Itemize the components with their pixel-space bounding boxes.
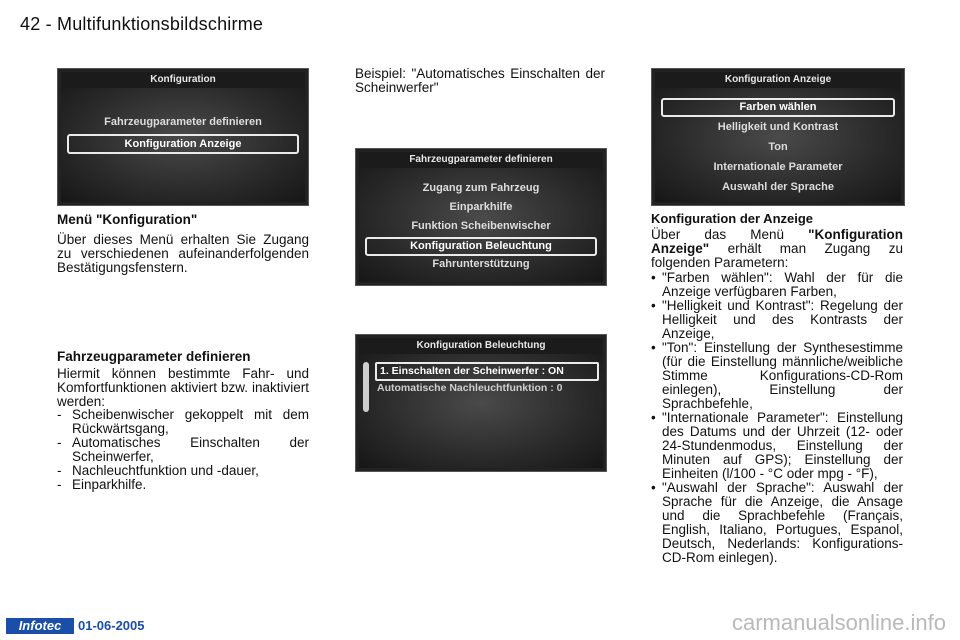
example-text: Beispiel: "Automatisches Einschalten der Scheinwerfer": [355, 66, 605, 95]
heading-menu-konfiguration: Menü "Konfiguration": [57, 212, 198, 227]
heading-konfiguration-anzeige: Konfiguration der Anzeige: [651, 211, 814, 226]
menu-item-farben: Farben wählen: [661, 98, 895, 117]
screen-title: Konfiguration Anzeige: [655, 72, 901, 88]
setting-row-selected: 1. Einschalten der Scheinwerfer : ON: [375, 362, 599, 381]
list-item: - Nachleuchtfunktion und -dauer,: [57, 464, 309, 478]
screen-konfiguration-anzeige: [651, 68, 905, 206]
menu-item-fahrunterstuetzung: Fahrunterstützung: [432, 258, 530, 270]
list-item: • "Auswahl der Sprache": Auswahl der Sprache für die Anzeige, die Ansage und die Sprachbefehle (Français, English, Italiano, Portugues, Espanol, Deutsch, Nederlands: Konfigurations-CD-Rom einlegen).: [651, 481, 903, 565]
intro-pre: Über das Menü: [651, 227, 809, 242]
menu-item-ton: Ton: [768, 141, 788, 153]
intro-bold: "Konfiguration Anzeige": [651, 227, 903, 256]
menu-item-konfiguration-anzeige: Konfiguration Anzeige: [67, 134, 299, 154]
menu-item-beleuchtung: Konfiguration Beleuchtung: [365, 237, 597, 256]
list-item: - Einparkhilfe.: [57, 478, 309, 492]
list-item: - Automatisches Einschalten der Scheinwerfer,: [57, 436, 309, 464]
intro-text-anzeige: [651, 228, 903, 270]
menu-item-einparkhilfe: Einparkhilfe: [449, 201, 513, 213]
menu-item-helligkeit: Helligkeit und Kontrast: [717, 121, 839, 133]
page-title: 42 - Multifunktionsbildschirme: [20, 14, 264, 34]
infotec-logo: Infotec: [6, 618, 74, 634]
menu-item-internationale: Internationale Parameter: [713, 161, 843, 173]
screen-fahrzeugparameter: [355, 148, 607, 286]
scrollbar: [363, 362, 369, 412]
intro-post: erhält man Zugang zu folgenden Parametern:: [651, 241, 903, 270]
feature-list: [57, 408, 309, 492]
setting-row: Automatische Nachleuchtfunktion : 0: [377, 382, 563, 394]
list-item: • "Helligkeit und Kontrast": Regelung der Helligkeit und des Kontrasts der Anzeige,: [651, 299, 903, 341]
screen-title: Konfiguration Beleuchtung: [359, 338, 603, 354]
date-stamp: 01-06-2005: [78, 618, 145, 633]
parameter-list: [651, 271, 903, 565]
intro-text: Über dieses Menü erhalten Sie Zugang zu verschiedenen aufeinanderfolgenden Bestätigungsfenstern.: [57, 232, 309, 275]
section-text: Hiermit können bestimmte Fahr- und Komfortfunktionen aktiviert bzw. inaktiviert werden:: [57, 366, 309, 409]
menu-item-sprache: Auswahl der Sprache: [722, 181, 834, 193]
menu-item-scheibenwischer: Funktion Scheibenwischer: [411, 220, 551, 232]
list-item: • "Ton": Einstellung der Synthesestimme (für die Einstellung männliche/weibliche Stimme Konfigurations-CD-Rom einlegen), Einstellung der Sprachbefehle,: [651, 341, 903, 411]
section-heading: Fahrzeugparameter definieren: [57, 349, 251, 364]
screen-title: Fahrzeugparameter definieren: [359, 152, 603, 168]
menu-item-fahrzeugparameter: Fahrzeugparameter definieren: [104, 116, 262, 128]
screen-title: Konfiguration: [61, 72, 305, 88]
watermark: carmanualsonline.info: [731, 610, 946, 635]
list-item: • "Farben wählen": Wahl der für die Anzeige verfügbaren Farben,: [651, 271, 903, 299]
list-item: • "Internationale Parameter": Einstellung des Datums und der Uhrzeit (12- oder 24-Stundenmodus, Einstellung der Minuten auf GPS); Einstellung der Einheiten (l/100 - °C oder mpg - °F),: [651, 411, 903, 481]
screen-konfiguration: [57, 68, 309, 206]
menu-item-zugang: Zugang zum Fahrzeug: [422, 182, 540, 194]
list-item: - Scheibenwischer gekoppelt mit dem Rückwärtsgang,: [57, 408, 309, 436]
screen-beleuchtung: [355, 334, 607, 472]
